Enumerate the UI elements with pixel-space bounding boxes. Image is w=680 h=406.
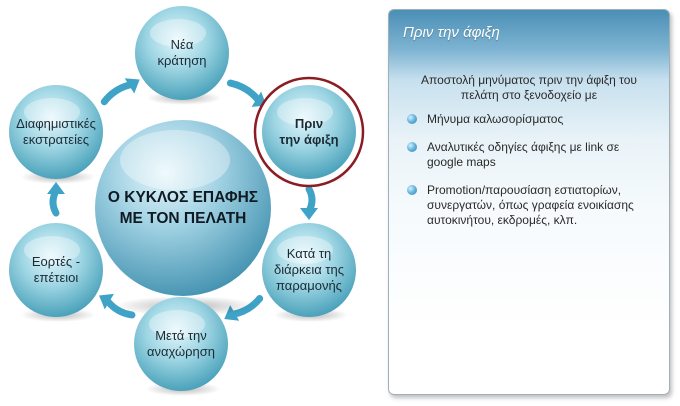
cycle-arrow-shaft [53,191,56,213]
node-label-line: Διαφημιστικές [16,116,96,131]
node-label-line: κράτηση [157,53,207,68]
bullet-item [407,140,657,170]
panel-bullet-list [407,112,657,241]
node-label-line: εκστρατείες [22,132,90,147]
cycle-arrow-shaft [104,84,132,101]
node-label-line: Μετά την [155,328,207,343]
center-gloss [120,130,230,190]
node-label-line: την άφιξη [279,132,339,147]
panel-intro: Αποστολή μηνύματος πριν την άφιξη του πελάτη στο ξενοδοχείο με [420,73,637,102]
node-label-during-stay [274,246,344,294]
bullet-text: Μήνυμα καλωσορίσματος [427,112,564,126]
bullet-icon [407,185,417,195]
node-label-line: αναχώρηση [146,344,216,359]
bullet-text: Promotion/παρουσίαση εστιατορίων, συνεργατών, όπως γραφεία ενοικίασης αυτοκινήτου, εκδρομές, κλπ. [427,183,634,227]
center-title-line-2: ΜΕ ΤΟΝ ΠΕΛΑΤΗ [119,210,247,227]
node-label-new-booking [157,37,206,69]
node-label-line: Εορτές - [31,254,81,269]
cycle-center-title [108,187,258,229]
bullet-text: Αναλυτικές οδηγίες άφιξης με link σε google maps [427,140,620,169]
node-label-line: επέτειοι [33,270,79,285]
bullet-icon [407,142,417,152]
bullet-icon [407,114,417,124]
panel-title: Πριν την άφιξη [403,24,500,41]
node-label-after-departure [147,328,215,360]
node-label-line: διάρκεια της [274,262,344,277]
node-label-line: Νέα [170,37,194,52]
cycle-arrow-head [300,208,318,220]
center-title-line-1: Ο ΚΥΚΛΟΣ ΕΠΑΦΗΣ [107,189,259,206]
bullet-item [407,112,657,127]
node-label-line: Πριν [294,116,324,131]
node-label-line: παραμονής [276,278,342,293]
node-label-holidays [32,254,80,286]
cycle-arrow-shaft [309,189,312,211]
node-label-campaigns [16,116,96,148]
info-panel [388,9,670,395]
cycle-arrow-shaft [230,83,259,101]
node-label-line: Κατά τη [286,246,332,261]
node-label-before-arrival [279,116,338,148]
bullet-item [407,183,657,228]
